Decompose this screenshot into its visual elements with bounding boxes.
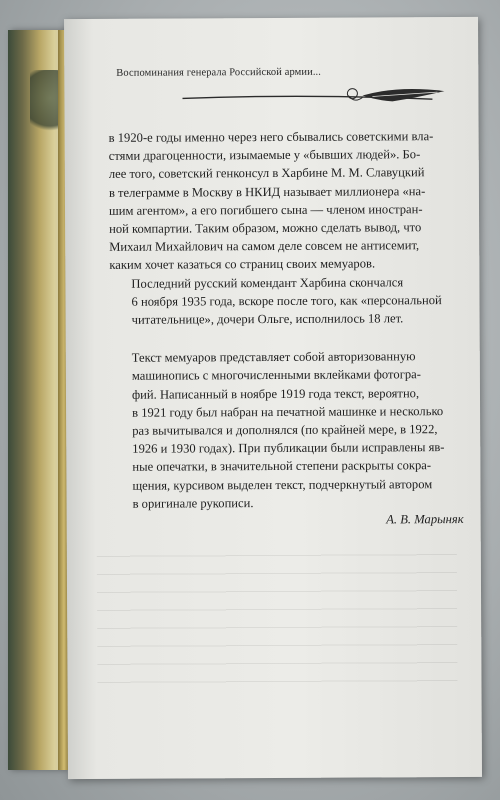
quill-pen-icon (182, 83, 452, 114)
text-line: лее того, советский генконсул в Харбине М. М. Славуцкий (108, 165, 425, 182)
text-line: в телеграмме в Москву в НКИД называет миллионера «на- (108, 183, 426, 200)
text-line: щения, курсивом выделен текст, подчеркнутый автором (132, 476, 433, 493)
text-line: в 1920-е годы именно через него сбывались советскими вла- (108, 129, 434, 145)
text-line: в оригинале рукописи. (132, 495, 254, 511)
text-line: ные опечатки, в значительной степени раскрыты сокра- (132, 458, 432, 475)
text-line: стями драгоценности, изымаемые у «бывших людей». Бо- (108, 147, 421, 164)
author-signature: А. В. Марыняк (386, 512, 464, 527)
paragraph-1 (109, 127, 454, 274)
text-line: шим агентом», а его погибшего сына — членом иностран- (108, 202, 423, 218)
text-line: машинопись с многочисленными вклейками фотогра- (131, 367, 421, 384)
text-line: фий. Написанный в ноябре 1919 года текст, вероятно, (131, 385, 420, 402)
running-head: Воспоминания генерала Российской армии... (116, 66, 322, 79)
text-line: каким хочет казаться со страниц своих мемуаров. (109, 256, 376, 273)
text-line: Последний русский комендант Харбина скончался (131, 274, 404, 291)
text-line: ной компартии. Таким образом, можно сделать вывод, что (109, 220, 422, 236)
paragraph-3 (110, 347, 455, 513)
text-line: в 1921 году был набран на печатной машинке и несколько (132, 403, 444, 420)
book-page (64, 17, 482, 779)
text-line: 1926 и 1930 годах). При публикации были исправлены яв- (132, 440, 445, 456)
text-line: раз вычитывался и дополнялся (по крайней мере, в 1922, (132, 422, 438, 438)
text-line: Текст мемуаров представляет собой авторизованную (131, 349, 416, 365)
paragraph-2 (109, 273, 453, 329)
text-line: 6 ноября 1935 года, вскоре после того, как «персональной (131, 292, 442, 309)
body-text (109, 127, 455, 513)
show-through-text (97, 542, 458, 694)
text-line: Михаил Михайлович на самом деле совсем не антисемит, (109, 238, 420, 255)
text-line: читательнице», дочери Ольге, исполнилось 18 лет. (131, 311, 404, 327)
